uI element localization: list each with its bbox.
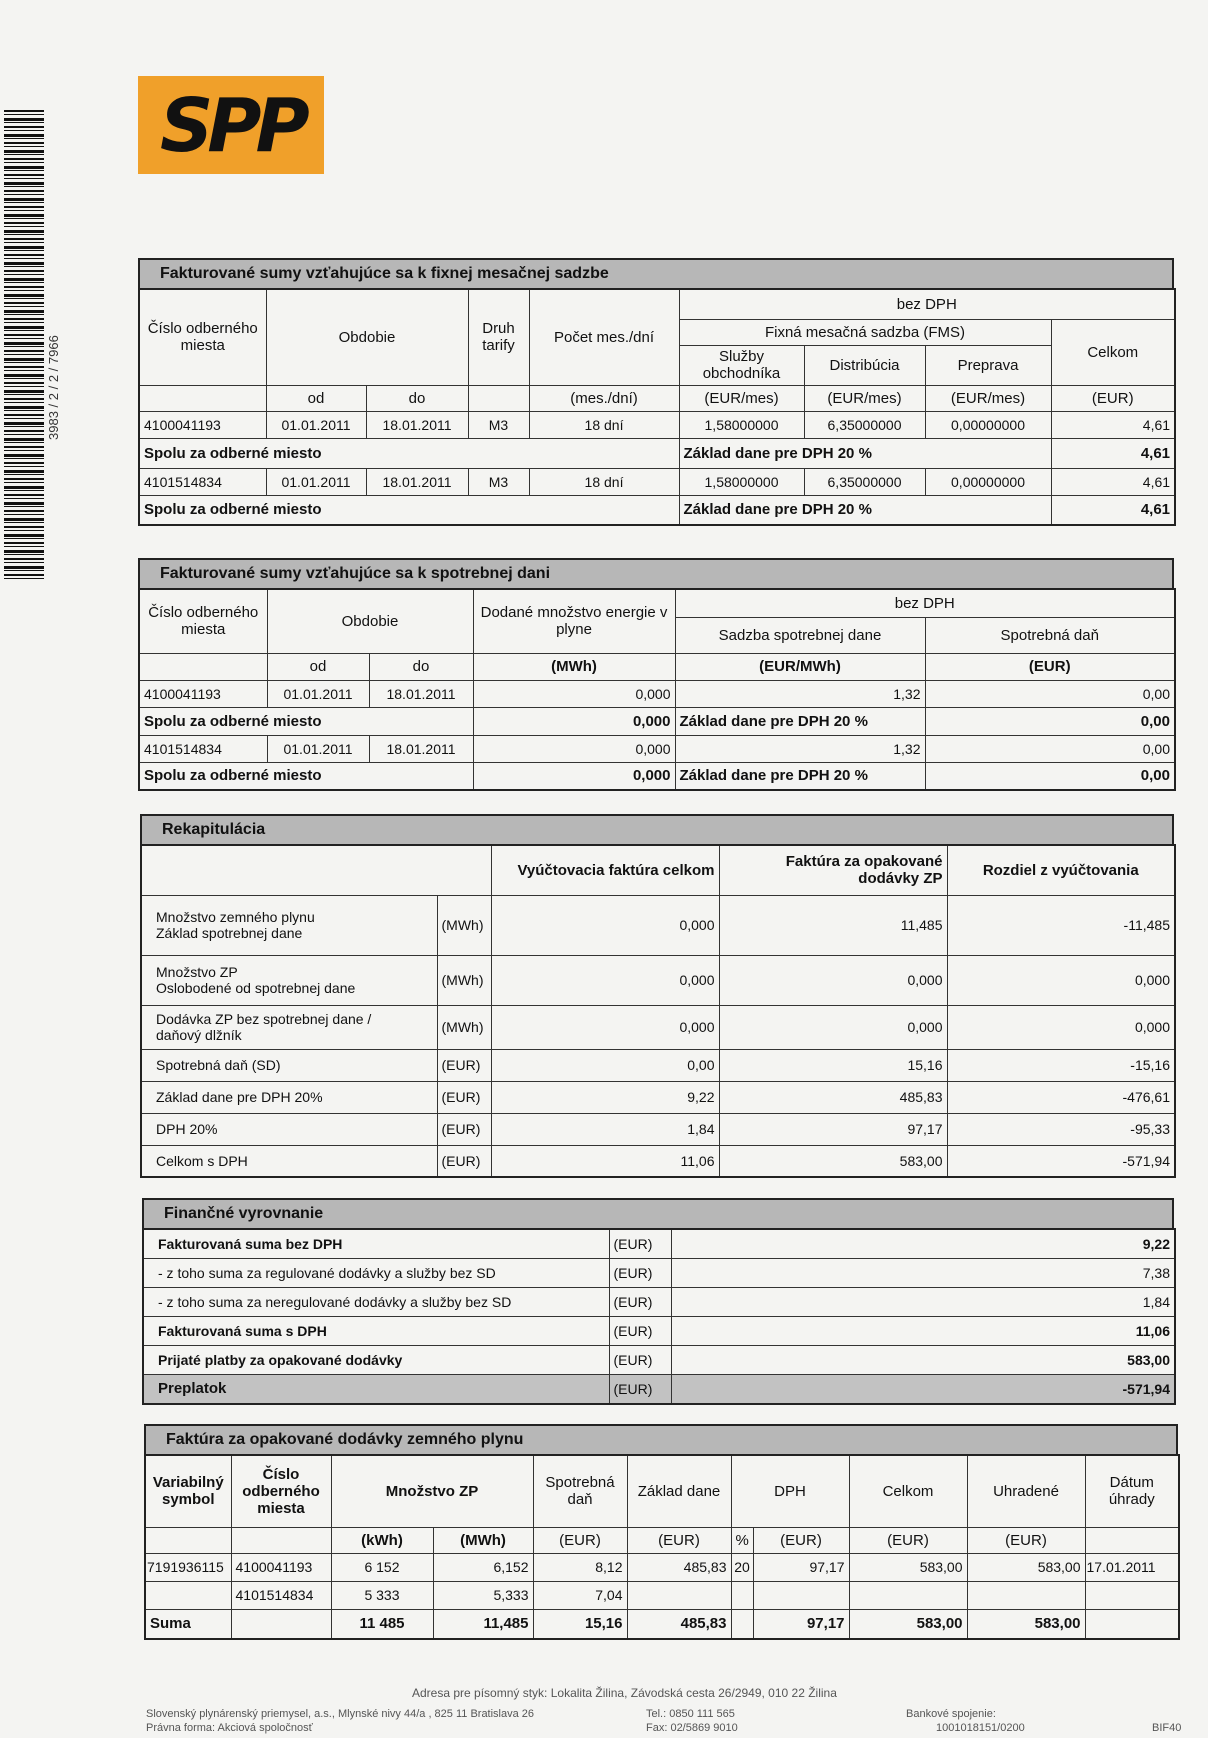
col-obdobie: Obdobie — [266, 289, 468, 385]
col-cislo: Číslo odberného miesta — [139, 289, 266, 385]
unit-kwh: (kWh) — [331, 1527, 433, 1553]
footer-company: Slovenský plynárenský priemysel, a.s., Mlynské nivy 44/a , 825 11 Bratislava 26 — [146, 1708, 535, 1720]
unit-preprava: (EUR/mes) — [925, 385, 1051, 411]
unit-dph: (EUR) — [753, 1527, 849, 1553]
col-druh: Druh tarify — [468, 289, 529, 385]
footer-bank: 1001018151/0200 — [936, 1722, 1025, 1734]
subtotal-row: Spolu za odberné miesto Základ dane pre DPH 20 % 4,61 — [139, 495, 1175, 525]
table-row: - z toho suma za neregulované dodávky a služby bez SD (EUR) 1,84 — [143, 1287, 1175, 1316]
col-bez-dph: bez DPH — [679, 289, 1175, 319]
subtotal-row: Spolu za odberné miesto 0,000 Základ dane pre DPH 20 % 0,00 — [139, 762, 1175, 790]
table-row: 4101514834 01.01.2011 18.01.2011 0,000 1,32 0,00 — [139, 735, 1175, 762]
unit-sluzby: (EUR/mes) — [679, 385, 804, 411]
col-do: do — [369, 653, 473, 680]
footer-code: BIF40 — [1152, 1722, 1182, 1734]
section-excise-tax — [138, 558, 1174, 791]
table-row: 7191936115 4100041193 6 152 6,152 8,12 485,83 20 97,17 583,00 583,00 17.01.2011 — [145, 1553, 1179, 1581]
footer-tel: Tel.: 0850 111 565 — [646, 1708, 735, 1720]
col-fms: Fixná mesačná sadzba (FMS) — [679, 319, 1051, 345]
footer-address: Adresa pre písomný styk: Lokalita Žilina, Závodská cesta 26/2949, 010 22 Žilina — [412, 1686, 837, 1700]
unit-eurmwh: (EUR/MWh) — [675, 653, 925, 680]
table-row: 4100041193 01.01.2011 18.01.2011 0,000 1,32 0,00 — [139, 680, 1175, 707]
subtotal-row: Spolu za odberné miesto Základ dane pre DPH 20 % 4,61 — [139, 438, 1175, 468]
section-title: Fakturované sumy vzťahujúce sa k spotrebnej dani — [138, 558, 1174, 588]
col-sluzby: Služby obchodníka — [679, 345, 804, 385]
section-recap — [140, 814, 1174, 1178]
barcode — [4, 110, 44, 580]
col-dph: DPH — [731, 1455, 849, 1527]
col-od: od — [266, 385, 366, 411]
section-title: Finančné vyrovnanie — [142, 1198, 1174, 1228]
table-row: Základ dane pre DPH 20% (EUR) 9,22 485,83 -476,61 — [141, 1081, 1175, 1113]
spp-logo: SPP — [138, 76, 324, 174]
col-cislo: Číslo odberného miesta — [139, 589, 267, 653]
table-row: DPH 20% (EUR) 1,84 97,17 -95,33 — [141, 1113, 1175, 1145]
unit-mwh: (MWh) — [433, 1527, 533, 1553]
settlement-table — [142, 1228, 1176, 1405]
col-distribucia: Distribúcia — [804, 345, 925, 385]
deliveries-table — [144, 1454, 1180, 1640]
section-title: Fakturované sumy vzťahujúce sa k fixnej mesačnej sadzbe — [138, 258, 1174, 288]
section-repeated-deliveries — [144, 1424, 1178, 1640]
table-row: Množstvo ZP Oslobodené od spotrebnej dane (MWh) 0,000 0,000 0,000 — [141, 955, 1175, 1005]
footer-legal: Právna forma: Akciová spoločnosť — [146, 1722, 313, 1734]
col-cislo: Číslo odberného miesta — [231, 1455, 331, 1527]
col-var: Variabilný symbol — [145, 1455, 231, 1527]
col-sadzba: Sadzba spotrebnej dane — [675, 617, 925, 653]
section-title: Faktúra za opakované dodávky zemného plynu — [144, 1424, 1178, 1454]
col-datum: Dátum úhrady — [1085, 1455, 1179, 1527]
col-spotr: Spotrebná daň — [533, 1455, 627, 1527]
table-row: Prijaté platby za opakované dodávky (EUR) 583,00 — [143, 1345, 1175, 1374]
col-vyuct: Vyúčtovacia faktúra celkom — [491, 845, 719, 895]
footer-fax: Fax: 02/5869 9010 — [646, 1722, 738, 1734]
unit-spotr: (EUR) — [533, 1527, 627, 1553]
unit-pocet: (mes./dní) — [529, 385, 679, 411]
excise-table — [138, 588, 1176, 791]
fms-table — [138, 288, 1176, 526]
col-rozdiel: Rozdiel z vyúčtovania — [947, 845, 1175, 895]
unit-celkom: (EUR) — [849, 1527, 967, 1553]
table-row: Spotrebná daň (SD) (EUR) 0,00 15,16 -15,16 — [141, 1049, 1175, 1081]
unit-zaklad: (EUR) — [627, 1527, 731, 1553]
col-obdobie: Obdobie — [267, 589, 473, 653]
col-dan: Spotrebná daň — [925, 617, 1175, 653]
unit-pct: % — [731, 1527, 753, 1553]
table-row: 4101514834 01.01.2011 18.01.2011 M3 18 dní 1,58000000 6,35000000 0,00000000 4,61 — [139, 468, 1175, 495]
col-faktura: Faktúra za opakované dodávky ZP — [719, 845, 947, 895]
table-row: 4101514834 5 333 5,333 7,04 — [145, 1581, 1179, 1609]
col-uhradene: Uhradené — [967, 1455, 1085, 1527]
table-row: Množstvo zemného plynu Základ spotrebnej dane (MWh) 0,000 11,485 -11,485 — [141, 895, 1175, 955]
section-fixed-monthly-rate — [138, 258, 1174, 526]
unit-celkom: (EUR) — [1051, 385, 1175, 411]
col-preprava: Preprava — [925, 345, 1051, 385]
table-row: Dodávka ZP bez spotrebnej dane / daňový dlžník (MWh) 0,000 0,000 0,000 — [141, 1005, 1175, 1049]
unit-mwh: (MWh) — [473, 653, 675, 680]
col-mnozstvo: Množstvo ZP — [331, 1455, 533, 1527]
table-row: Fakturovaná suma s DPH (EUR) 11,06 — [143, 1316, 1175, 1345]
footer-bank-label: Bankové spojenie: — [906, 1708, 996, 1720]
unit-distribucia: (EUR/mes) — [804, 385, 925, 411]
sum-row: Suma 11 485 11,485 15,16 485,83 97,17 583,00 583,00 — [145, 1609, 1179, 1639]
col-do: do — [366, 385, 468, 411]
unit-uhradene: (EUR) — [967, 1527, 1085, 1553]
recap-table — [140, 844, 1176, 1178]
barcode-number: 3983 / 2 / 2 / 7966 — [46, 335, 61, 440]
overpayment-row: Preplatok (EUR) -571,94 — [143, 1374, 1175, 1404]
total-row: Celkom s DPH (EUR) 11,06 583,00 -571,94 — [141, 1145, 1175, 1177]
col-bez-dph: bez DPH — [675, 589, 1175, 617]
section-title: Rekapitulácia — [140, 814, 1174, 844]
unit-eur: (EUR) — [925, 653, 1175, 680]
col-celkom: Celkom — [849, 1455, 967, 1527]
subtotal-row: Spolu za odberné miesto 0,000 Základ dane pre DPH 20 % 0,00 — [139, 707, 1175, 735]
table-row: 4100041193 01.01.2011 18.01.2011 M3 18 dní 1,58000000 6,35000000 0,00000000 4,61 — [139, 411, 1175, 438]
col-dodane: Dodané množstvo energie v plyne — [473, 589, 675, 653]
col-zaklad: Základ dane — [627, 1455, 731, 1527]
table-row: Fakturovaná suma bez DPH (EUR) 9,22 — [143, 1229, 1175, 1258]
col-celkom: Celkom — [1051, 319, 1175, 385]
col-od: od — [267, 653, 369, 680]
col-pocet: Počet mes./dní — [529, 289, 679, 385]
section-financial-settlement — [142, 1198, 1174, 1405]
table-row: - z toho suma za regulované dodávky a služby bez SD (EUR) 7,38 — [143, 1258, 1175, 1287]
